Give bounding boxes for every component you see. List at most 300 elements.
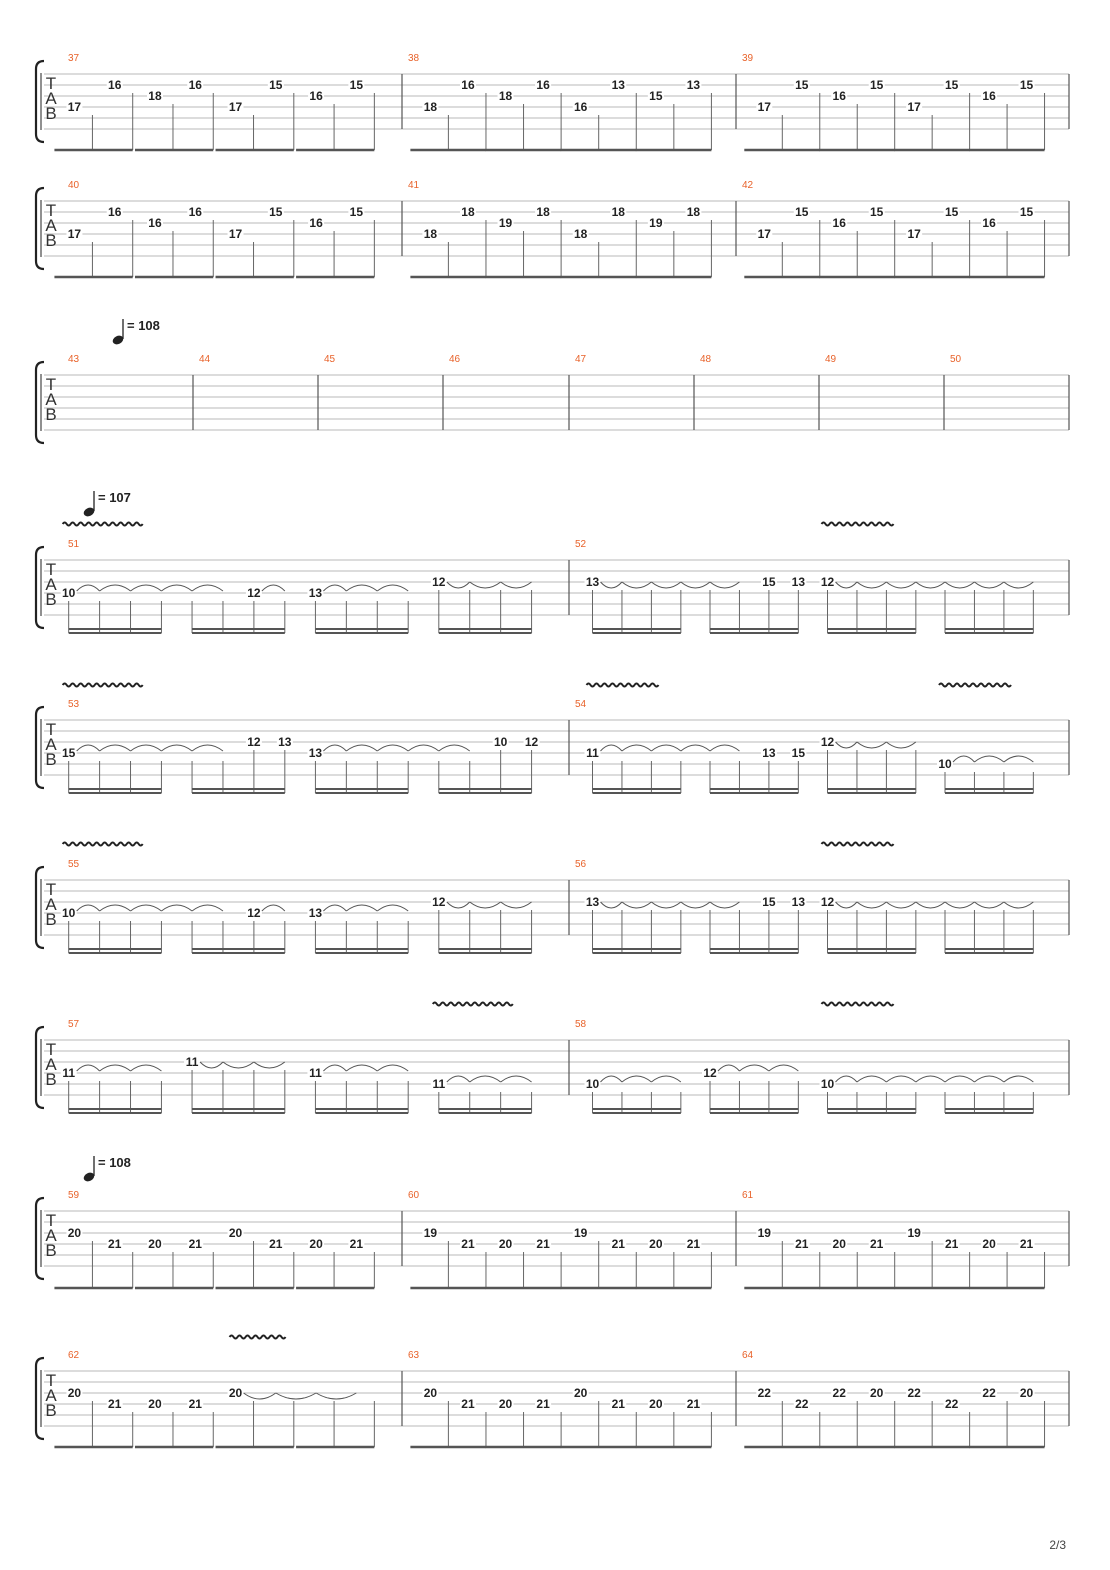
- system-bracket: [36, 547, 44, 628]
- measure-number: 56: [575, 859, 587, 870]
- fret-number: 13: [585, 895, 600, 909]
- tab-clef-letter: T: [45, 560, 57, 579]
- fret-number: 15: [349, 78, 364, 92]
- fret-number: 15: [349, 205, 364, 219]
- tie-arc: [100, 905, 131, 911]
- measure-number: 37: [68, 53, 80, 64]
- tie-arc: [192, 585, 223, 591]
- tie-arc: [1004, 756, 1033, 762]
- tie-arc: [710, 582, 739, 588]
- tie-arc: [439, 745, 470, 751]
- tie-arc: [916, 582, 945, 588]
- tab-clef-letter: A: [45, 1226, 57, 1245]
- fret-number: 17: [907, 227, 921, 241]
- fret-number: 17: [67, 100, 82, 114]
- fret-number: 17: [907, 100, 921, 114]
- fret-number: 22: [795, 1397, 809, 1411]
- tie-arc: [886, 742, 915, 748]
- fret-number: 16: [188, 78, 202, 92]
- fret-number: 21: [269, 1237, 283, 1251]
- tab-clef-letter: A: [45, 390, 57, 409]
- tab-clef-letter: T: [45, 375, 57, 394]
- tie-arc: [447, 902, 470, 908]
- tie-arc: [131, 745, 162, 751]
- tie-arc: [408, 745, 439, 751]
- tie-arc: [651, 1076, 680, 1082]
- tie-arc: [651, 902, 680, 908]
- measure-number: 62: [68, 1350, 80, 1361]
- fret-number: 10: [61, 906, 76, 920]
- tie-arc: [262, 585, 285, 591]
- tab-clef-letter: B: [45, 405, 57, 424]
- tempo-marking: = 107: [98, 490, 131, 505]
- fret-number: 20: [498, 1237, 513, 1251]
- fret-number: 20: [649, 1397, 663, 1411]
- tie-arc: [447, 582, 470, 588]
- fret-number: 15: [1019, 205, 1034, 219]
- tie-arc: [974, 1076, 1003, 1082]
- measure-number: 63: [408, 1350, 420, 1361]
- fret-number: 16: [982, 216, 996, 230]
- fret-number: 15: [269, 205, 283, 219]
- tie-arc: [974, 902, 1003, 908]
- fret-number: 20: [649, 1237, 663, 1251]
- system-bracket: [36, 1358, 44, 1439]
- tab-clef-letter: B: [45, 910, 57, 929]
- fret-number: 21: [108, 1397, 122, 1411]
- fret-number: 10: [585, 1077, 600, 1091]
- fret-number: 21: [686, 1397, 701, 1411]
- measure-number: 57: [68, 1019, 80, 1030]
- fret-number: 16: [148, 216, 162, 230]
- tie-arc: [1004, 902, 1033, 908]
- fret-number: 13: [762, 746, 776, 760]
- tie-arc: [622, 745, 651, 751]
- tab-clef-letter: T: [45, 74, 57, 93]
- fret-number: 21: [349, 1237, 364, 1251]
- tie-arc: [377, 1065, 408, 1071]
- fret-number: 19: [574, 1226, 588, 1240]
- fret-number: 12: [820, 895, 835, 909]
- tie-arc: [601, 582, 622, 588]
- tempo-marking: = 108: [127, 318, 160, 333]
- tab-system: [36, 843, 1069, 954]
- tab-system: [36, 1155, 1069, 1288]
- tie-arc: [501, 582, 532, 588]
- tie-arc: [739, 1065, 768, 1071]
- fret-number: 18: [574, 227, 588, 241]
- system-bracket: [36, 188, 44, 269]
- measure-number: 38: [408, 53, 420, 64]
- tie-arc: [254, 1062, 285, 1068]
- fret-number: 21: [108, 1237, 122, 1251]
- fret-number: 22: [982, 1386, 996, 1400]
- tab-clef-letter: A: [45, 735, 57, 754]
- fret-number: 21: [461, 1397, 475, 1411]
- fret-number: 13: [308, 746, 323, 760]
- fret-number: 21: [686, 1237, 701, 1251]
- tie-arc: [100, 745, 131, 751]
- fret-number: 16: [188, 205, 202, 219]
- fret-number: 15: [870, 205, 884, 219]
- tab-clef-letter: T: [45, 201, 57, 220]
- tab-clef-letter: B: [45, 1070, 57, 1089]
- fret-number: 10: [938, 757, 952, 771]
- fret-number: 21: [536, 1237, 550, 1251]
- system-bracket: [36, 362, 44, 443]
- tie-arc: [718, 1065, 739, 1071]
- vibrato-icon: [939, 684, 1011, 687]
- tie-arc: [377, 905, 408, 911]
- tab-system: [36, 684, 1069, 794]
- fret-number: 10: [493, 735, 508, 749]
- tab-system: [36, 318, 1069, 443]
- measure-number: 45: [324, 354, 336, 365]
- tie-arc: [161, 905, 192, 911]
- tie-arc: [77, 905, 100, 911]
- fret-number: 13: [686, 78, 701, 92]
- fret-number: 21: [611, 1397, 625, 1411]
- tie-arc: [346, 745, 377, 751]
- tie-arc: [1004, 1076, 1033, 1082]
- tie-arc: [276, 1393, 316, 1399]
- fret-number: 20: [1019, 1386, 1034, 1400]
- tab-clef-letter: T: [45, 1211, 57, 1230]
- fret-number: 19: [757, 1226, 771, 1240]
- tab-system: [36, 180, 1069, 277]
- tab-clef-letter: B: [45, 1401, 57, 1420]
- fret-number: 16: [832, 216, 846, 230]
- fret-number: 12: [703, 1066, 717, 1080]
- tie-arc: [836, 582, 857, 588]
- measure-number: 60: [408, 1190, 420, 1201]
- tie-arc: [886, 1076, 915, 1082]
- fret-number: 20: [148, 1237, 162, 1251]
- fret-number: 15: [269, 78, 283, 92]
- tab-clef-letter: A: [45, 216, 57, 235]
- tab-clef-letter: A: [45, 1055, 57, 1074]
- tie-arc: [953, 756, 974, 762]
- tie-arc: [192, 745, 223, 751]
- fret-number: 16: [108, 205, 122, 219]
- fret-number: 22: [757, 1386, 771, 1400]
- fret-number: 15: [870, 78, 884, 92]
- tie-arc: [377, 585, 408, 591]
- measure-number: 46: [449, 354, 461, 365]
- tab-clef-letter: B: [45, 231, 57, 250]
- tie-arc: [192, 905, 223, 911]
- tie-arc: [377, 745, 408, 751]
- tie-arc: [501, 902, 532, 908]
- fret-number: 11: [309, 1066, 322, 1080]
- fret-number: 21: [461, 1237, 475, 1251]
- fret-number: 15: [795, 205, 809, 219]
- fret-number: 13: [611, 78, 625, 92]
- tie-arc: [622, 902, 651, 908]
- fret-number: 13: [308, 906, 323, 920]
- tempo-marking: = 108: [98, 1155, 131, 1170]
- tab-clef-letter: A: [45, 1386, 57, 1405]
- fret-number: 19: [649, 216, 663, 230]
- tab-clef-letter: T: [45, 1371, 57, 1390]
- tie-arc: [681, 745, 710, 751]
- tie-arc: [77, 585, 100, 591]
- fret-number: 22: [944, 1397, 959, 1411]
- tie-arc: [769, 1065, 798, 1071]
- measure-number: 44: [199, 354, 211, 365]
- fret-number: 17: [228, 100, 243, 114]
- measure-number: 52: [575, 539, 587, 550]
- tie-arc: [836, 742, 857, 748]
- fret-number: 18: [148, 89, 162, 103]
- fret-number: 15: [61, 746, 76, 760]
- tab-clef-letter: A: [45, 575, 57, 594]
- fret-number: 21: [1019, 1237, 1034, 1251]
- vibrato-icon: [433, 1003, 513, 1006]
- tie-arc: [886, 902, 915, 908]
- tie-arc: [131, 905, 162, 911]
- measure-number: 41: [408, 180, 420, 191]
- fret-number: 17: [228, 227, 243, 241]
- system-bracket: [36, 1198, 44, 1279]
- tie-arc: [622, 1076, 651, 1082]
- fret-number: 19: [907, 1226, 921, 1240]
- tie-arc: [316, 1393, 356, 1399]
- fret-number: 16: [108, 78, 122, 92]
- fret-number: 17: [757, 227, 771, 241]
- system-bracket: [36, 61, 44, 142]
- fret-number: 20: [498, 1397, 513, 1411]
- measure-number: 47: [575, 354, 587, 365]
- vibrato-icon: [822, 1003, 894, 1006]
- measure-number: 61: [742, 1190, 754, 1201]
- fret-number: 12: [432, 575, 446, 589]
- fret-number: 16: [982, 89, 996, 103]
- vibrato-icon: [63, 523, 143, 526]
- tie-arc: [346, 905, 377, 911]
- measure-number: 58: [575, 1019, 587, 1030]
- tie-arc: [651, 745, 680, 751]
- tab-system: [36, 1003, 1069, 1114]
- fret-number: 21: [944, 1237, 959, 1251]
- measure-number: 49: [825, 354, 837, 365]
- fret-number: 16: [461, 78, 475, 92]
- measure-number: 39: [742, 53, 754, 64]
- tie-arc: [601, 902, 622, 908]
- tie-arc: [681, 582, 710, 588]
- tie-arc: [244, 1393, 276, 1399]
- vibrato-icon: [230, 1336, 286, 1339]
- fret-number: 12: [820, 735, 835, 749]
- tie-arc: [601, 1076, 622, 1082]
- tie-arc: [200, 1062, 223, 1068]
- tie-arc: [323, 905, 346, 911]
- tie-arc: [836, 1076, 857, 1082]
- fret-number: 16: [309, 216, 323, 230]
- fret-number: 16: [536, 78, 550, 92]
- measure-number: 50: [950, 354, 962, 365]
- tie-arc: [916, 902, 945, 908]
- fret-number: 16: [574, 100, 588, 114]
- fret-number: 21: [611, 1237, 625, 1251]
- tab-system: [36, 490, 1069, 633]
- tab-clef-letter: B: [45, 590, 57, 609]
- measure-number: 51: [68, 539, 80, 550]
- fret-number: 21: [188, 1237, 202, 1251]
- fret-number: 15: [795, 78, 809, 92]
- fret-number: 17: [757, 100, 771, 114]
- vibrato-icon: [63, 684, 143, 687]
- tab-system: [36, 53, 1069, 150]
- system-bracket: [36, 1027, 44, 1108]
- tie-arc: [323, 585, 346, 591]
- tie-arc: [857, 582, 886, 588]
- fret-number: 16: [832, 89, 846, 103]
- fret-number: 21: [188, 1397, 202, 1411]
- tab-clef-letter: A: [45, 895, 57, 914]
- fret-number: 13: [791, 575, 806, 589]
- fret-number: 20: [423, 1386, 438, 1400]
- tie-arc: [1004, 582, 1033, 588]
- fret-number: 18: [423, 100, 438, 114]
- fret-number: 15: [649, 89, 663, 103]
- tie-arc: [346, 1065, 377, 1071]
- tie-arc: [100, 1065, 131, 1071]
- tie-arc: [323, 745, 346, 751]
- fret-number: 18: [536, 205, 550, 219]
- tie-arc: [447, 1076, 470, 1082]
- tie-arc: [77, 1065, 100, 1071]
- tie-arc: [470, 902, 501, 908]
- tab-clef-letter: B: [45, 750, 57, 769]
- fret-number: 13: [791, 895, 806, 909]
- tab-clef-letter: B: [45, 104, 57, 123]
- fret-number: 19: [498, 216, 513, 230]
- tie-arc: [161, 745, 192, 751]
- tie-arc: [945, 582, 974, 588]
- fret-number: 22: [832, 1386, 846, 1400]
- fret-number: 15: [762, 575, 776, 589]
- tie-arc: [974, 756, 1003, 762]
- fret-number: 21: [536, 1397, 550, 1411]
- tie-arc: [161, 585, 192, 591]
- fret-number: 12: [247, 906, 261, 920]
- measure-number: 64: [742, 1350, 754, 1361]
- page-number: 2/3: [1049, 1538, 1066, 1552]
- tab-clef-letter: T: [45, 720, 57, 739]
- tie-arc: [857, 742, 886, 748]
- fret-number: 11: [432, 1077, 446, 1091]
- tab-clef-letter: T: [45, 880, 57, 899]
- measure-number: 54: [575, 699, 587, 710]
- fret-number: 21: [870, 1237, 884, 1251]
- measure-number: 53: [68, 699, 80, 710]
- tab-clef-letter: A: [45, 89, 57, 108]
- tie-arc: [501, 1076, 532, 1082]
- fret-number: 20: [832, 1237, 846, 1251]
- tie-arc: [100, 585, 131, 591]
- fret-number: 11: [586, 746, 599, 760]
- tie-arc: [681, 902, 710, 908]
- tie-arc: [886, 582, 915, 588]
- fret-number: 12: [247, 735, 261, 749]
- tie-arc: [710, 902, 739, 908]
- vibrato-icon: [822, 523, 894, 526]
- measure-number: 48: [700, 354, 712, 365]
- fret-number: 18: [423, 227, 438, 241]
- tie-arc: [916, 1076, 945, 1082]
- fret-number: 13: [278, 735, 292, 749]
- tie-arc: [651, 582, 680, 588]
- tie-arc: [77, 745, 100, 751]
- tie-arc: [323, 1065, 346, 1071]
- fret-number: 20: [67, 1226, 82, 1240]
- fret-number: 16: [309, 89, 323, 103]
- tie-arc: [223, 1062, 254, 1068]
- tie-arc: [945, 902, 974, 908]
- vibrato-icon: [822, 843, 894, 846]
- tie-arc: [710, 745, 739, 751]
- tie-arc: [262, 905, 285, 911]
- fret-number: 15: [944, 78, 959, 92]
- tie-arc: [601, 745, 622, 751]
- measure-number: 59: [68, 1190, 80, 1201]
- fret-number: 18: [686, 205, 701, 219]
- fret-number: 20: [148, 1397, 162, 1411]
- fret-number: 18: [461, 205, 475, 219]
- fret-number: 10: [61, 586, 76, 600]
- tie-arc: [974, 582, 1003, 588]
- tie-arc: [622, 582, 651, 588]
- system-bracket: [36, 867, 44, 948]
- tie-arc: [470, 582, 501, 588]
- fret-number: 20: [870, 1386, 884, 1400]
- fret-number: 20: [67, 1386, 82, 1400]
- fret-number: 20: [228, 1386, 243, 1400]
- fret-number: 20: [574, 1386, 588, 1400]
- tie-arc: [945, 1076, 974, 1082]
- tab-clef-letter: B: [45, 1241, 57, 1260]
- tie-arc: [857, 902, 886, 908]
- fret-number: 15: [791, 746, 806, 760]
- fret-number: 18: [611, 205, 625, 219]
- tie-arc: [470, 1076, 501, 1082]
- fret-number: 10: [820, 1077, 835, 1091]
- fret-number: 12: [820, 575, 835, 589]
- tab-clef-letter: T: [45, 1040, 57, 1059]
- tie-arc: [131, 1065, 162, 1071]
- tie-arc: [346, 585, 377, 591]
- measure-number: 40: [68, 180, 80, 191]
- measure-number: 55: [68, 859, 80, 870]
- fret-number: 22: [907, 1386, 921, 1400]
- fret-number: 11: [185, 1055, 199, 1069]
- tie-arc: [131, 585, 162, 591]
- fret-number: 12: [432, 895, 446, 909]
- fret-number: 13: [308, 586, 323, 600]
- fret-number: 20: [982, 1237, 996, 1251]
- fret-number: 12: [247, 586, 261, 600]
- tie-arc: [836, 902, 857, 908]
- tab-system: [36, 1336, 1069, 1448]
- vibrato-icon: [63, 843, 143, 846]
- vibrato-icon: [587, 684, 659, 687]
- fret-number: 21: [795, 1237, 809, 1251]
- fret-number: 15: [762, 895, 776, 909]
- fret-number: 19: [423, 1226, 438, 1240]
- fret-number: 15: [1019, 78, 1034, 92]
- fret-number: 13: [585, 575, 600, 589]
